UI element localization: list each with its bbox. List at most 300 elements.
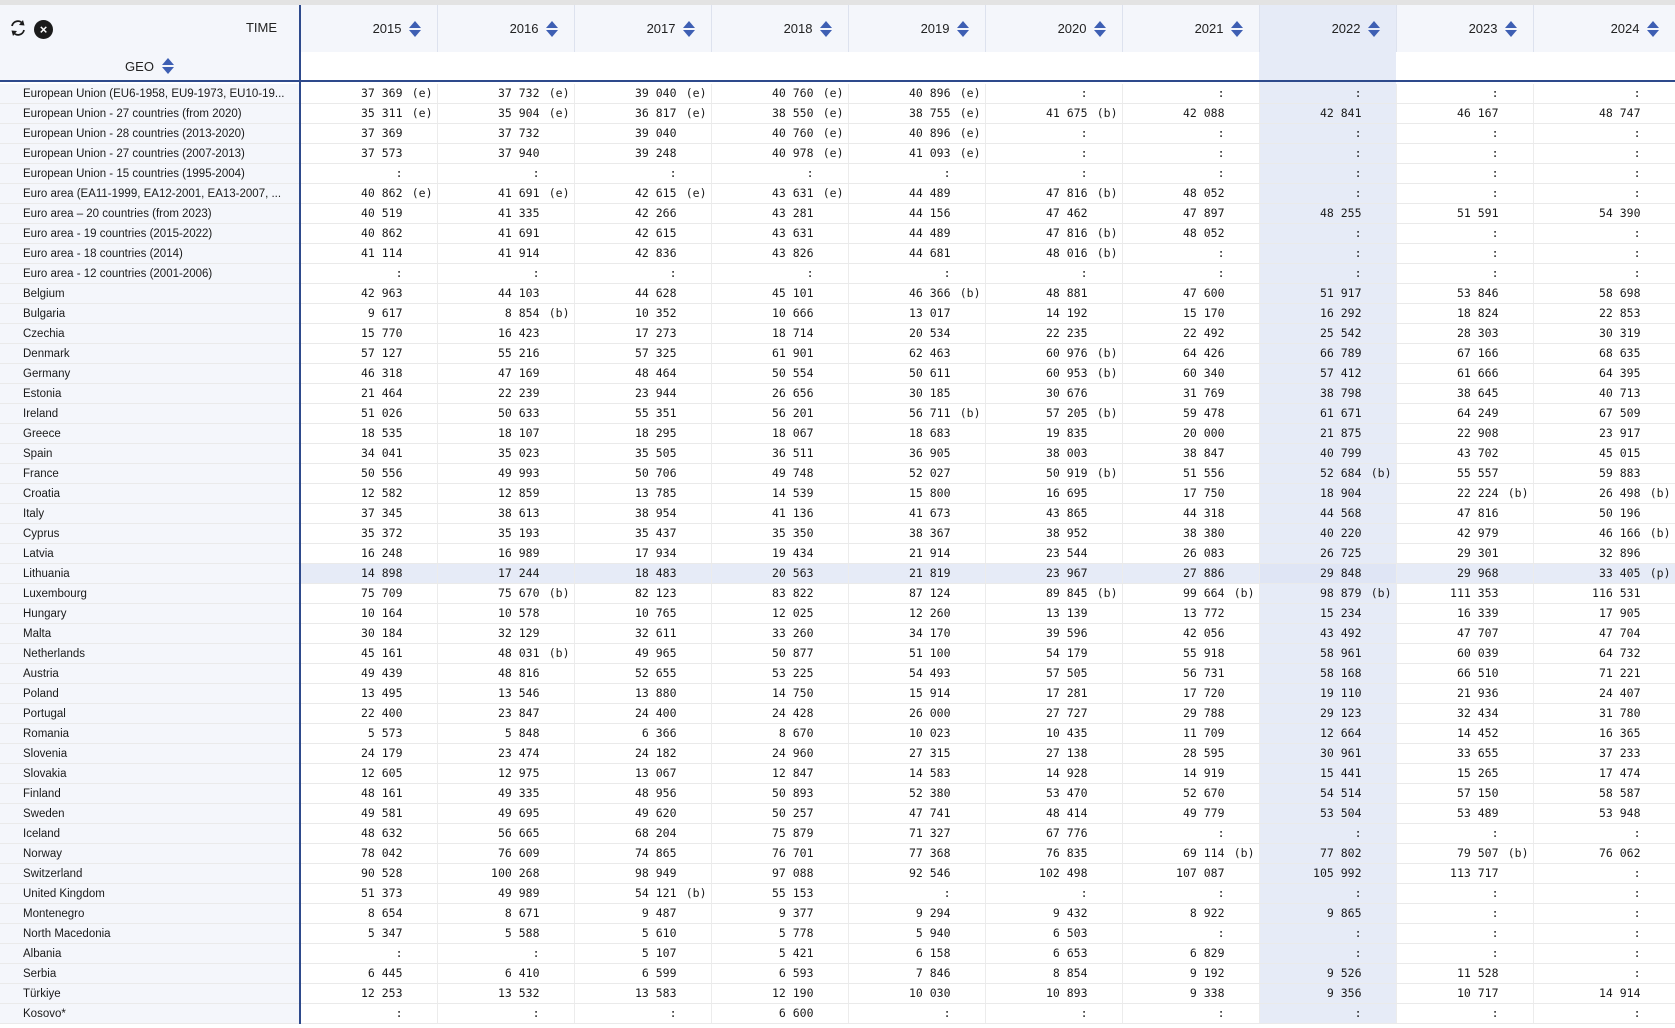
sort-icon[interactable]: [820, 21, 832, 37]
table-row[interactable]: [0, 604, 1675, 624]
data-cell[interactable]: [1122, 644, 1259, 664]
year-sort-control[interactable]: [784, 21, 832, 37]
data-cell[interactable]: [985, 344, 1122, 364]
geo-row-label[interactable]: Norway: [0, 844, 300, 864]
data-cell[interactable]: [848, 404, 985, 424]
data-cell[interactable]: [574, 604, 711, 624]
data-cell[interactable]: [985, 924, 1122, 944]
data-cell[interactable]: [848, 364, 985, 384]
data-cell[interactable]: [985, 264, 1122, 284]
data-cell[interactable]: [1122, 144, 1259, 164]
data-cell[interactable]: [1396, 764, 1533, 784]
data-cell[interactable]: [300, 824, 437, 844]
data-cell[interactable]: [711, 164, 848, 184]
geo-row-label[interactable]: Greece: [0, 424, 300, 444]
geo-row-label[interactable]: Euro area - 18 countries (2014): [0, 244, 300, 264]
data-cell[interactable]: [574, 524, 711, 544]
data-cell[interactable]: [1396, 184, 1533, 204]
table-row[interactable]: [0, 644, 1675, 664]
data-cell[interactable]: [985, 604, 1122, 624]
data-cell[interactable]: [1533, 804, 1675, 824]
table-row[interactable]: [0, 804, 1675, 824]
data-cell[interactable]: [1122, 664, 1259, 684]
data-cell[interactable]: [1396, 884, 1533, 904]
data-cell[interactable]: [848, 284, 985, 304]
data-cell[interactable]: [574, 764, 711, 784]
data-cell[interactable]: [1259, 764, 1396, 784]
data-cell[interactable]: [437, 1004, 574, 1024]
table-row[interactable]: [0, 424, 1675, 444]
table-row[interactable]: [0, 344, 1675, 364]
data-cell[interactable]: [1533, 704, 1675, 724]
table-row[interactable]: [0, 184, 1675, 204]
data-cell[interactable]: [1396, 324, 1533, 344]
data-cell[interactable]: [711, 404, 848, 424]
geo-row-label[interactable]: Netherlands: [0, 644, 300, 664]
data-cell[interactable]: [1533, 304, 1675, 324]
data-cell[interactable]: [437, 84, 574, 104]
data-cell[interactable]: [848, 804, 985, 824]
data-cell[interactable]: [300, 804, 437, 824]
geo-row-label[interactable]: Bulgaria: [0, 304, 300, 324]
table-row[interactable]: [0, 824, 1675, 844]
data-cell[interactable]: [1396, 204, 1533, 224]
data-cell[interactable]: [848, 904, 985, 924]
data-cell[interactable]: [574, 264, 711, 284]
data-cell[interactable]: [985, 504, 1122, 524]
data-cell[interactable]: [848, 104, 985, 124]
data-cell[interactable]: [848, 1004, 985, 1024]
geo-row-label[interactable]: Denmark: [0, 344, 300, 364]
data-cell[interactable]: [437, 704, 574, 724]
data-cell[interactable]: [300, 104, 437, 124]
data-cell[interactable]: [300, 984, 437, 1004]
data-cell[interactable]: [711, 184, 848, 204]
data-cell[interactable]: [1533, 644, 1675, 664]
table-row[interactable]: [0, 84, 1675, 104]
data-cell[interactable]: [574, 984, 711, 1004]
data-cell[interactable]: [437, 384, 574, 404]
geo-row-label[interactable]: Italy: [0, 504, 300, 524]
data-cell[interactable]: [1533, 444, 1675, 464]
data-cell[interactable]: [985, 324, 1122, 344]
data-cell[interactable]: [1533, 504, 1675, 524]
data-cell[interactable]: [1396, 124, 1533, 144]
data-cell[interactable]: [1533, 844, 1675, 864]
table-row[interactable]: [0, 944, 1675, 964]
data-cell[interactable]: [985, 444, 1122, 464]
data-cell[interactable]: [1533, 864, 1675, 884]
data-cell[interactable]: [848, 584, 985, 604]
year-sort-control[interactable]: [510, 21, 558, 37]
data-cell[interactable]: [1122, 284, 1259, 304]
data-cell[interactable]: [848, 164, 985, 184]
data-cell[interactable]: [985, 944, 1122, 964]
data-cell[interactable]: [985, 644, 1122, 664]
geo-row-label[interactable]: European Union - 28 countries (2013-2020): [0, 124, 300, 144]
data-cell[interactable]: [848, 744, 985, 764]
data-cell[interactable]: [985, 204, 1122, 224]
table-row[interactable]: [0, 744, 1675, 764]
table-row[interactable]: [0, 544, 1675, 564]
data-cell[interactable]: [1533, 464, 1675, 484]
data-cell[interactable]: [985, 284, 1122, 304]
data-cell[interactable]: [1396, 644, 1533, 664]
data-cell[interactable]: [437, 164, 574, 184]
data-cell[interactable]: [1533, 184, 1675, 204]
data-cell[interactable]: [300, 204, 437, 224]
sort-icon[interactable]: [957, 21, 969, 37]
data-cell[interactable]: [437, 284, 574, 304]
data-cell[interactable]: [848, 324, 985, 344]
data-cell[interactable]: [1533, 764, 1675, 784]
data-cell[interactable]: [711, 544, 848, 564]
geo-row-label[interactable]: Türkiye: [0, 984, 300, 1004]
data-cell[interactable]: [1259, 904, 1396, 924]
data-cell[interactable]: [711, 604, 848, 624]
geo-row-label[interactable]: European Union - 27 countries (2007-2013): [0, 144, 300, 164]
data-cell[interactable]: [574, 204, 711, 224]
data-cell[interactable]: [985, 484, 1122, 504]
geo-row-label[interactable]: Euro area - 19 countries (2015-2022): [0, 224, 300, 244]
data-cell[interactable]: [985, 584, 1122, 604]
data-cell[interactable]: [1259, 944, 1396, 964]
data-cell[interactable]: [1122, 344, 1259, 364]
table-row[interactable]: [0, 724, 1675, 744]
data-cell[interactable]: [1259, 504, 1396, 524]
data-cell[interactable]: [300, 344, 437, 364]
data-cell[interactable]: [300, 744, 437, 764]
data-cell[interactable]: [437, 924, 574, 944]
data-cell[interactable]: [1396, 304, 1533, 324]
data-cell[interactable]: [437, 964, 574, 984]
data-cell[interactable]: [1259, 424, 1396, 444]
year-sort-control[interactable]: [1195, 21, 1243, 37]
data-cell[interactable]: [1259, 244, 1396, 264]
data-cell[interactable]: [848, 424, 985, 444]
data-cell[interactable]: [1396, 384, 1533, 404]
geo-row-label[interactable]: Latvia: [0, 544, 300, 564]
data-cell[interactable]: [1259, 884, 1396, 904]
data-cell[interactable]: [437, 204, 574, 224]
table-row[interactable]: [0, 264, 1675, 284]
data-cell[interactable]: [300, 644, 437, 664]
data-cell[interactable]: [711, 624, 848, 644]
data-cell[interactable]: [300, 684, 437, 704]
data-cell[interactable]: [985, 184, 1122, 204]
geo-row-label[interactable]: Sweden: [0, 804, 300, 824]
table-row[interactable]: [0, 664, 1675, 684]
data-cell[interactable]: [1259, 344, 1396, 364]
data-cell[interactable]: [1533, 144, 1675, 164]
data-cell[interactable]: [1259, 544, 1396, 564]
data-cell[interactable]: [300, 384, 437, 404]
data-cell[interactable]: [848, 764, 985, 784]
data-cell[interactable]: [300, 884, 437, 904]
data-cell[interactable]: [848, 224, 985, 244]
data-cell[interactable]: [437, 244, 574, 264]
data-cell[interactable]: [574, 244, 711, 264]
data-cell[interactable]: [574, 564, 711, 584]
data-cell[interactable]: [711, 504, 848, 524]
data-cell[interactable]: [437, 944, 574, 964]
data-cell[interactable]: [574, 584, 711, 604]
data-cell[interactable]: [1122, 884, 1259, 904]
geo-row-label[interactable]: Slovakia: [0, 764, 300, 784]
data-cell[interactable]: [574, 864, 711, 884]
table-row[interactable]: [0, 304, 1675, 324]
data-cell[interactable]: [848, 884, 985, 904]
data-cell[interactable]: [1533, 984, 1675, 1004]
data-cell[interactable]: [1259, 124, 1396, 144]
geo-row-label[interactable]: Portugal: [0, 704, 300, 724]
data-cell[interactable]: [1259, 804, 1396, 824]
data-cell[interactable]: [711, 324, 848, 344]
data-cell[interactable]: [437, 364, 574, 384]
table-row[interactable]: [0, 524, 1675, 544]
table-row[interactable]: [0, 384, 1675, 404]
data-cell[interactable]: [985, 84, 1122, 104]
table-row[interactable]: [0, 624, 1675, 644]
data-cell[interactable]: [1396, 724, 1533, 744]
data-cell[interactable]: [1396, 464, 1533, 484]
data-cell[interactable]: [1533, 364, 1675, 384]
data-cell[interactable]: [1122, 464, 1259, 484]
data-cell[interactable]: [300, 484, 437, 504]
data-cell[interactable]: [711, 384, 848, 404]
data-cell[interactable]: [848, 544, 985, 564]
data-cell[interactable]: [1259, 404, 1396, 424]
data-cell[interactable]: [437, 604, 574, 624]
data-cell[interactable]: [1122, 984, 1259, 1004]
data-cell[interactable]: [711, 1004, 848, 1024]
data-cell[interactable]: [1122, 704, 1259, 724]
data-cell[interactable]: [1396, 784, 1533, 804]
data-cell[interactable]: [574, 124, 711, 144]
data-cell[interactable]: [1122, 824, 1259, 844]
data-cell[interactable]: [1122, 904, 1259, 924]
data-cell[interactable]: [1259, 644, 1396, 664]
table-row[interactable]: [0, 444, 1675, 464]
data-cell[interactable]: [1259, 184, 1396, 204]
data-cell[interactable]: [985, 804, 1122, 824]
data-cell[interactable]: [1533, 164, 1675, 184]
data-cell[interactable]: [1396, 964, 1533, 984]
data-cell[interactable]: [711, 864, 848, 884]
data-cell[interactable]: [1259, 464, 1396, 484]
sort-icon[interactable]: [1368, 21, 1380, 37]
data-cell[interactable]: [1396, 864, 1533, 884]
data-cell[interactable]: [1259, 704, 1396, 724]
data-cell[interactable]: [1533, 664, 1675, 684]
data-cell[interactable]: [848, 504, 985, 524]
table-row[interactable]: [0, 244, 1675, 264]
data-cell[interactable]: [711, 644, 848, 664]
data-cell[interactable]: [1259, 964, 1396, 984]
geo-row-label[interactable]: European Union - 27 countries (from 2020): [0, 104, 300, 124]
data-cell[interactable]: [574, 444, 711, 464]
table-row[interactable]: [0, 764, 1675, 784]
geo-row-label[interactable]: Euro area – 20 countries (from 2023): [0, 204, 300, 224]
data-cell[interactable]: [437, 824, 574, 844]
data-cell[interactable]: [1396, 284, 1533, 304]
data-cell[interactable]: [300, 324, 437, 344]
data-cell[interactable]: [1122, 764, 1259, 784]
table-row[interactable]: [0, 204, 1675, 224]
data-cell[interactable]: [1122, 364, 1259, 384]
data-cell[interactable]: [300, 164, 437, 184]
table-row[interactable]: [0, 404, 1675, 424]
data-cell[interactable]: [300, 664, 437, 684]
data-cell[interactable]: [1122, 624, 1259, 644]
data-cell[interactable]: [437, 804, 574, 824]
data-cell[interactable]: [1259, 924, 1396, 944]
data-cell[interactable]: [848, 484, 985, 504]
data-cell[interactable]: [711, 704, 848, 724]
data-cell[interactable]: [985, 364, 1122, 384]
geo-row-label[interactable]: Switzerland: [0, 864, 300, 884]
data-cell[interactable]: [437, 564, 574, 584]
data-cell[interactable]: [300, 704, 437, 724]
data-cell[interactable]: [1259, 684, 1396, 704]
data-cell[interactable]: [711, 464, 848, 484]
data-cell[interactable]: [1396, 364, 1533, 384]
data-cell[interactable]: [437, 124, 574, 144]
data-cell[interactable]: [437, 724, 574, 744]
data-cell[interactable]: [1259, 224, 1396, 244]
data-cell[interactable]: [437, 624, 574, 644]
data-cell[interactable]: [437, 464, 574, 484]
sort-icon[interactable]: [409, 21, 421, 37]
geo-row-label[interactable]: Cyprus: [0, 524, 300, 544]
data-cell[interactable]: [711, 224, 848, 244]
geo-row-label[interactable]: Iceland: [0, 824, 300, 844]
year-sort-control[interactable]: [647, 21, 695, 37]
data-cell[interactable]: [1122, 404, 1259, 424]
data-cell[interactable]: [1533, 564, 1675, 584]
data-cell[interactable]: [437, 444, 574, 464]
data-cell[interactable]: [437, 224, 574, 244]
data-cell[interactable]: [1259, 984, 1396, 1004]
data-cell[interactable]: [1396, 844, 1533, 864]
data-cell[interactable]: [574, 844, 711, 864]
data-cell[interactable]: [711, 964, 848, 984]
data-cell[interactable]: [574, 744, 711, 764]
data-cell[interactable]: [848, 704, 985, 724]
data-cell[interactable]: [985, 304, 1122, 324]
data-cell[interactable]: [1396, 424, 1533, 444]
data-cell[interactable]: [300, 124, 437, 144]
table-row[interactable]: [0, 284, 1675, 304]
data-cell[interactable]: [1122, 604, 1259, 624]
data-cell[interactable]: [437, 744, 574, 764]
data-cell[interactable]: [437, 504, 574, 524]
data-cell[interactable]: [300, 304, 437, 324]
data-cell[interactable]: [711, 304, 848, 324]
data-cell[interactable]: [711, 364, 848, 384]
sort-icon[interactable]: [1647, 21, 1659, 37]
data-cell[interactable]: [574, 704, 711, 724]
data-cell[interactable]: [300, 584, 437, 604]
data-cell[interactable]: [574, 324, 711, 344]
data-cell[interactable]: [711, 124, 848, 144]
data-cell[interactable]: [1259, 284, 1396, 304]
data-cell[interactable]: [437, 544, 574, 564]
data-cell[interactable]: [1396, 704, 1533, 724]
sort-icon[interactable]: [1094, 21, 1106, 37]
table-row[interactable]: [0, 504, 1675, 524]
data-cell[interactable]: [711, 284, 848, 304]
data-cell[interactable]: [985, 144, 1122, 164]
data-cell[interactable]: [1396, 744, 1533, 764]
data-cell[interactable]: [985, 524, 1122, 544]
data-cell[interactable]: [985, 464, 1122, 484]
data-cell[interactable]: [711, 424, 848, 444]
data-cell[interactable]: [711, 724, 848, 744]
data-cell[interactable]: [1122, 504, 1259, 524]
data-cell[interactable]: [848, 344, 985, 364]
data-cell[interactable]: [985, 164, 1122, 184]
data-cell[interactable]: [711, 204, 848, 224]
year-sort-control[interactable]: [373, 21, 421, 37]
data-cell[interactable]: [1533, 204, 1675, 224]
data-cell[interactable]: [1533, 344, 1675, 364]
data-cell[interactable]: [848, 964, 985, 984]
year-sort-control[interactable]: [1469, 21, 1517, 37]
data-cell[interactable]: [1122, 264, 1259, 284]
data-cell[interactable]: [848, 864, 985, 884]
data-cell[interactable]: [574, 284, 711, 304]
data-cell[interactable]: [1533, 684, 1675, 704]
data-cell[interactable]: [437, 644, 574, 664]
geo-row-label[interactable]: North Macedonia: [0, 924, 300, 944]
data-cell[interactable]: [1259, 144, 1396, 164]
data-cell[interactable]: [300, 84, 437, 104]
sort-icon[interactable]: [1505, 21, 1517, 37]
data-cell[interactable]: [437, 184, 574, 204]
data-cell[interactable]: [1259, 564, 1396, 584]
data-cell[interactable]: [437, 584, 574, 604]
data-cell[interactable]: [437, 844, 574, 864]
data-cell[interactable]: [1396, 444, 1533, 464]
data-cell[interactable]: [1533, 284, 1675, 304]
data-cell[interactable]: [300, 244, 437, 264]
data-cell[interactable]: [711, 684, 848, 704]
data-cell[interactable]: [1396, 924, 1533, 944]
data-cell[interactable]: [437, 344, 574, 364]
sync-icon[interactable]: [8, 18, 28, 38]
data-cell[interactable]: [1533, 264, 1675, 284]
data-cell[interactable]: [1533, 624, 1675, 644]
data-cell[interactable]: [574, 84, 711, 104]
data-cell[interactable]: [1396, 664, 1533, 684]
data-cell[interactable]: [848, 144, 985, 164]
data-cell[interactable]: [1122, 944, 1259, 964]
data-cell[interactable]: [1259, 264, 1396, 284]
data-cell[interactable]: [574, 964, 711, 984]
table-row[interactable]: [0, 564, 1675, 584]
data-cell[interactable]: [1396, 824, 1533, 844]
data-cell[interactable]: [574, 404, 711, 424]
year-sort-control[interactable]: [1611, 21, 1659, 37]
data-cell[interactable]: [985, 1004, 1122, 1024]
geo-row-label[interactable]: Lithuania: [0, 564, 300, 584]
data-cell[interactable]: [1396, 684, 1533, 704]
data-cell[interactable]: [1533, 544, 1675, 564]
data-cell[interactable]: [1122, 1004, 1259, 1024]
data-cell[interactable]: [300, 144, 437, 164]
data-cell[interactable]: [711, 984, 848, 1004]
